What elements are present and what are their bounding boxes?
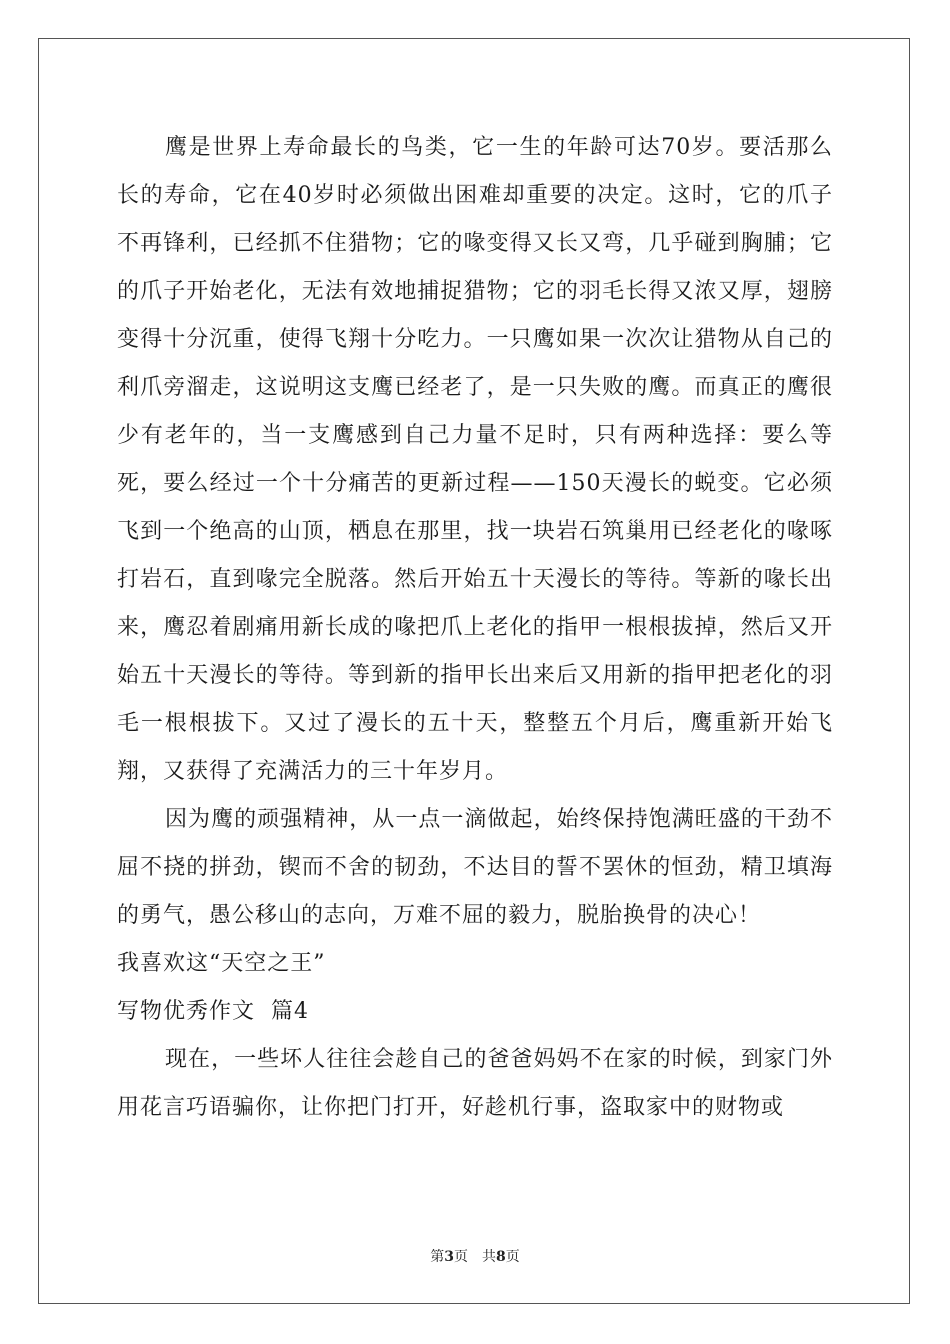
footer-total-prefix: 共 [482, 1249, 496, 1265]
paragraph-eagle-spirit: 因为鹰的顽强精神，从一点一滴做起，始终保持饱满旺盛的干劲不屈不挠的拼劲，锲而不舍的韧劲，不达目的誓不罢休的恒劲，精卫填海的勇气，愚公移山的志向，万难不屈的毅力，脱胎换骨的决心！ [117, 807, 833, 928]
footer-suffix: 页 [505, 1249, 520, 1265]
footer-current-page: 3 [444, 1249, 454, 1265]
page-footer [0, 1246, 950, 1266]
footer-prefix: 第 [430, 1249, 445, 1265]
paragraph-next-essay: 现在，一些坏人往往会趁自己的爸爸妈妈不在家的时候，到家门外用花言巧语骗你，让你把门打开，好趁机行事，盗取家中的财物或 [117, 1047, 833, 1120]
footer-page-label: 页 [454, 1249, 468, 1265]
closing-line: 我喜欢这“天空之王” [117, 951, 326, 976]
section-heading: 写物优秀作文 篇4 [117, 999, 309, 1024]
document-body [117, 124, 833, 1132]
paragraph-eagle-life: 鹰是世界上寿命最长的鸟类，它一生的年龄可达70岁。要活那么长的寿命，它在40岁时必须做出困难却重要的决定。这时，它的爪子不再锋利，已经抓不住猎物；它的喙变得又长又弯，几乎碰到胸脯；它的爪子开始老化，无法有效地捕捉猎物；它的羽毛长得又浓又厚，翅膀变得十分沉重，使得飞翔十分吃力。一只鹰如果一次次让猎物从自己的利爪旁溜走，这说明这支鹰已经老了，是一只失败的鹰。而真正的鹰很少有老年的，当一支鹰感到自己力量不足时，只有两种选择：要么等死，要么经过一个十分痛苦的更新过程——150天漫长的蜕变。它必须飞到一个绝高的山顶，栖息在那里，找一块岩石筑巢用已经老化的喙啄打岩石，直到喙完全脱落。然后开始五十天漫长的等待。等新的喙长出来，鹰忍着剧痛用新长成的喙把爪上老化的指甲一根根拔掉，然后又开始五十天漫长的等待。等到新的指甲长出来后又用新的指甲把老化的羽毛一根根拔下。又过了漫长的五十天，整整五个月后，鹰重新开始飞翔，又获得了充满活力的三十年岁月。 [117, 135, 833, 784]
footer-total-pages: 8 [496, 1249, 506, 1265]
